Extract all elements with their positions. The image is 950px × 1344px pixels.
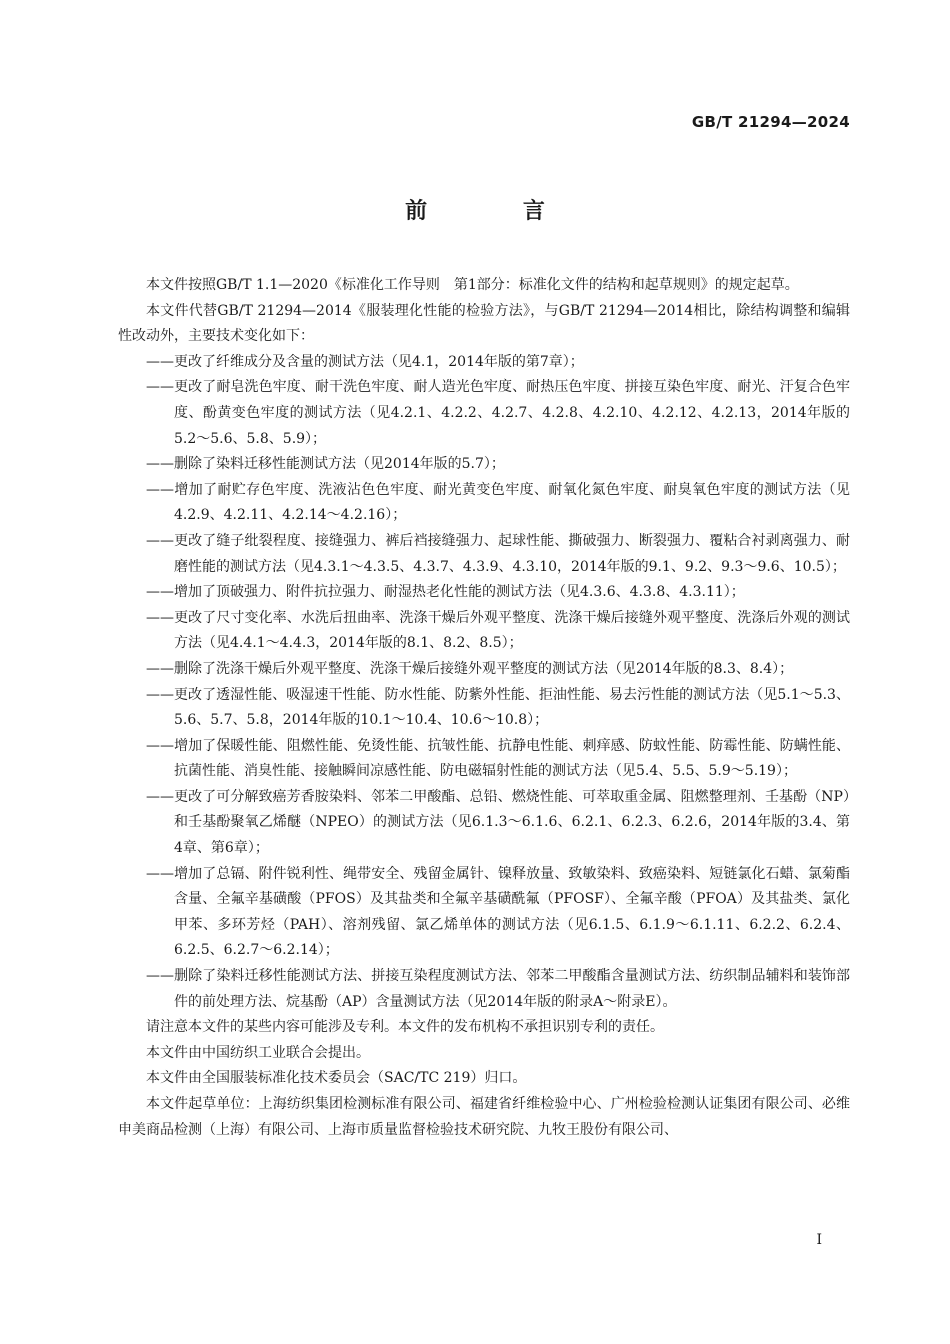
dash-marker: —— <box>146 532 174 549</box>
dash-marker: —— <box>146 584 174 601</box>
dash-marker: —— <box>146 788 174 805</box>
list-item <box>146 350 850 376</box>
list-item-text: 更改了耐皂洗色牢度、耐干洗色牢度、耐人造光色牢度、耐热压色牢度、拼接互染色牢度、耐光、汗复合色牢度、酚黄变色牢度的测试方法（见4.2.1、4.2.2、4.2.7、4.2.8、4.2.10、4.2.12、4.2.13，2014年版的5.2～5.6、5.8、5.9）； <box>174 379 850 447</box>
list-item-text: 更改了透湿性能、吸湿速干性能、防水性能、防紫外性能、拒油性能、易去污性能的测试方法（见5.1～5.3、5.6、5.7、5.8，2014年版的10.1～10.4、10.6～10.8）； <box>174 686 850 729</box>
list-item <box>146 580 850 606</box>
list-item <box>146 734 850 785</box>
list-item-text: 更改了缝子纰裂程度、接缝强力、裤后裆接缝强力、起球性能、撕破强力、断裂强力、覆粘合衬剥离强力、耐磨性能的测试方法（见4.3.1～4.3.5、4.3.7、4.3.9、4.3.10，2014年版的9.1、9.2、9.3～9.6、10.5）； <box>174 532 850 575</box>
list-item-text: 增加了耐贮存色牢度、洗液沾色色牢度、耐光黄变色牢度、耐氧化氮色牢度、耐臭氧色牢度的测试方法（见4.2.9、4.2.11、4.2.14～4.2.16）； <box>174 481 850 524</box>
list-item-text: 删除了染料迁移性能测试方法（见2014年版的5.7）； <box>174 456 505 473</box>
paragraph: 本文件起草单位：上海纺织集团检测标准有限公司、福建省纤维检验中心、广州检验检测认证集团有限公司、必维申美商品检测（上海）有限公司、上海市质量监督检验技术研究院、九牧王股份有限公司、 <box>118 1096 850 1138</box>
dash-marker: —— <box>146 456 174 473</box>
list-item-text: 增加了保暖性能、阻燃性能、免烫性能、抗皱性能、抗静电性能、刺痒感、防蚊性能、防霉性能、防螨性能、抗菌性能、消臭性能、接触瞬间凉感性能、防电磁辐射性能的测试方法（见5.4、5.5、5.9～5.19）； <box>174 737 850 780</box>
dash-marker: —— <box>146 686 174 703</box>
paragraph: 请注意本文件的某些内容可能涉及专利。本文件的发布机构不承担识别专利的责任。 <box>146 1019 664 1036</box>
list-item <box>146 683 850 734</box>
list-item-text: 更改了纤维成分及含量的测试方法（见4.1，2014年版的第7章）； <box>174 353 584 370</box>
page-title: 前 言 <box>405 199 589 224</box>
paragraph: 本文件由中国纺织工业联合会提出。 <box>146 1044 370 1061</box>
list-item-text: 删除了洗涤干燥后外观平整度、洗涤干燥后接缝外观平整度的测试方法（见2014年版的8.3、8.4）； <box>174 660 794 677</box>
dash-marker: —— <box>146 737 174 754</box>
list-item-text: 更改了尺寸变化率、水洗后扭曲率、洗涤干燥后外观平整度、洗涤干燥后接缝外观平整度、洗涤后外观的测试方法（见4.4.1～4.4.3，2014年版的8.1、8.2、8.5）； <box>174 609 850 652</box>
page-number: I <box>816 1232 822 1248</box>
list-item <box>146 606 850 657</box>
list-item <box>146 529 850 580</box>
paragraph: 本文件按照GB/T 1.1—2020《标准化工作导则 第1部分：标准化文件的结构和起草规则》的规定起草。 <box>146 277 799 293</box>
list-item-text: 更改了可分解致癌芳香胺染料、邻苯二甲酸酯、总铅、燃烧性能、可萃取重金属、阻燃整理剂、壬基酚（NP）和壬基酚聚氧乙烯醚（NPEO）的测试方法（见6.1.3～6.1.6、6.2.1、6.2.3、6.2.6，2014年版的3.4、第4章、第6章）； <box>174 788 850 857</box>
list-item <box>146 452 850 478</box>
dash-marker: —— <box>146 353 174 370</box>
list-item-text: 增加了顶破强力、附件抗拉强力、耐湿热老化性能的测试方法（见4.3.6、4.3.8、4.3.11）； <box>174 584 745 601</box>
dash-marker: —— <box>146 660 174 677</box>
dash-marker: —— <box>146 609 174 626</box>
paragraph: 本文件由全国服装标准化技术委员会（SAC/TC 219）归口。 <box>146 1070 527 1087</box>
list-item-text: 删除了染料迁移性能测试方法、拼接互染程度测试方法、邻苯二甲酸酯含量测试方法、纺织制品辅料和装饰部件的前处理方法、烷基酚（AP）含量测试方法（见2014年版的附录A～附录E）。 <box>174 968 850 1010</box>
dash-marker: —— <box>146 968 174 985</box>
list-item <box>146 964 850 1015</box>
document-code: GB/T 21294—2024 <box>691 113 850 131</box>
list-item <box>146 478 850 529</box>
dash-marker: —— <box>146 481 174 498</box>
list-item <box>146 375 850 452</box>
list-item <box>146 785 850 862</box>
list-item <box>146 862 850 964</box>
document-body <box>118 273 850 1143</box>
dash-marker: —— <box>146 379 174 396</box>
dash-marker: —— <box>146 865 174 882</box>
list-item-text: 增加了总镉、附件锐利性、绳带安全、残留金属针、镍释放量、致敏染料、致癌染料、短链氯化石蜡、氯菊酯含量、全氟辛基磺酸（PFOS）及其盐类和全氟辛基磺酰氟（PFOSF）、全氟辛酸（PFOA）及其盐类、氯化甲苯、多环芳烃（PAH）、溶剂残留、氯乙烯单体的测试方法（见6.1.5、6.1.9～6.1.11、6.2.2、6.2.4、6.2.5、6.2.7～6.2.14）； <box>174 865 850 959</box>
paragraph: 本文件代替GB/T 21294—2014《服装理化性能的检验方法》，与GB/T 21294—2014相比，除结构调整和编辑性改动外，主要技术变化如下： <box>118 302 850 345</box>
list-item <box>146 657 850 683</box>
